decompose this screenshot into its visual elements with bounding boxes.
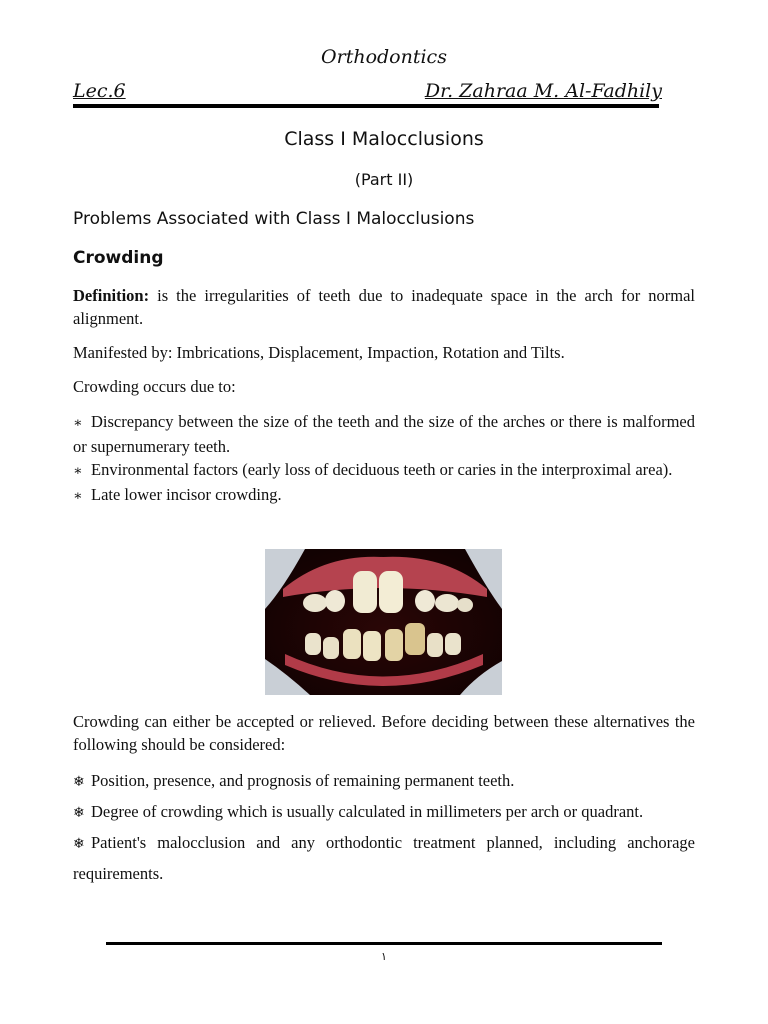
causes-list [73, 410, 695, 508]
teeth-illustration [265, 549, 502, 695]
considerations-list [73, 766, 695, 888]
section-heading: Problems Associated with Class I Malocclusions [73, 209, 475, 229]
asterisk-icon: ∗ [73, 489, 83, 504]
list-item [73, 483, 695, 508]
consideration-text: Degree of crowding which is usually calculated in millimeters per arch or quadrant. [91, 802, 644, 821]
definition-label: Definition: [73, 286, 150, 305]
list-item [73, 766, 695, 797]
causes-intro: Crowding occurs due to: [73, 377, 236, 396]
list-item [73, 410, 695, 458]
author-name: Dr. Zahraa M. Al-Fadhily [424, 80, 662, 102]
lecture-number: Lec.6 [73, 80, 126, 102]
manifested-by-paragraph: Manifested by: Imbrications, Displacement, Impaction, Rotation and Tilts. [73, 343, 565, 362]
page-number: ١ [381, 950, 387, 963]
snowflake-icon: ❄ [73, 805, 85, 821]
cause-text: Environmental factors (early loss of deciduous teeth or caries in the interproximal area). [91, 460, 673, 479]
list-item [73, 828, 695, 888]
consideration-text: Patient's malocclusion and any orthodontic treatment planned, including anchorage requirements. [73, 833, 695, 883]
definition-paragraph [73, 284, 695, 330]
definition-text: is the irregularities of teeth due to inadequate space in the arch for normal alignment. [73, 286, 695, 328]
consideration-text: Position, presence, and prognosis of remaining permanent teeth. [91, 771, 515, 790]
snowflake-icon: ❄ [73, 836, 85, 852]
cause-text: Discrepancy between the size of the teeth and the size of the arches or there is malformed or supernumerary teeth. [73, 412, 695, 456]
asterisk-icon: ∗ [73, 416, 83, 431]
course-title: Orthodontics [321, 46, 447, 68]
crowded-teeth-photo [265, 549, 502, 695]
page-subtitle: (Part II) [354, 170, 414, 189]
subsection-heading: Crowding [73, 248, 164, 268]
cause-text: Late lower incisor crowding. [91, 485, 282, 504]
footer-divider [106, 942, 662, 945]
list-item [73, 797, 695, 828]
accept-relieve-paragraph: Crowding can either be accepted or relieved. Before deciding between these alternatives the following should be considered: [73, 712, 695, 754]
asterisk-icon: ∗ [73, 464, 83, 479]
page-title: Class I Malocclusions [284, 128, 484, 150]
header-divider [73, 104, 659, 108]
list-item [73, 458, 695, 483]
snowflake-icon: ❄ [73, 774, 85, 790]
